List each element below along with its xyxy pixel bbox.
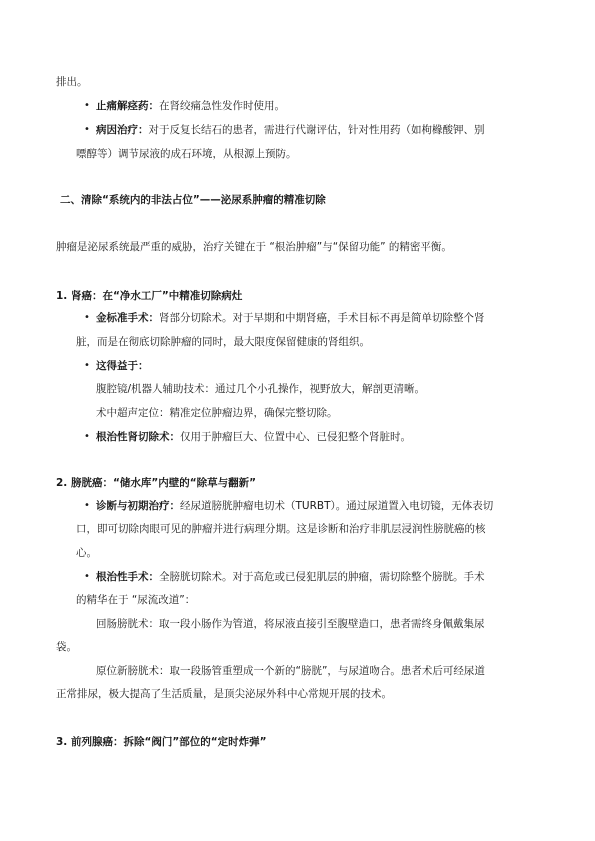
item-label: 止痛解痉药： xyxy=(96,100,159,112)
item-text-cont: 的精华在于 “尿流改道”： xyxy=(76,594,196,606)
item-text-cont: 心。 xyxy=(76,547,97,559)
bullet-dot: • xyxy=(84,571,90,582)
item-text: 仅用于肿瘤巨大、位置中心、已侵犯整个肾脏时。 xyxy=(180,431,411,443)
sub-item-cont: 袋。 xyxy=(56,641,77,653)
sub-item: 腹腔镜/机器人辅助技术：通过几个小孔操作，视野放大，解剖更清晰。 xyxy=(96,383,426,395)
list-item xyxy=(96,430,411,444)
sub-item: 术中超声定位：精准定位肿瘤边界，确保完整切除。 xyxy=(96,407,338,419)
subsection-heading: 1. 肾癌：在“净水工厂”中精准切除病灶 xyxy=(56,290,243,302)
item-text: 肾部分切除术。对于早期和中期肾癌，手术目标不再是简单切除整个肾 xyxy=(159,312,485,324)
item-label: 诊断与初期治疗： xyxy=(96,500,180,512)
item-label: 根治性肾切除术： xyxy=(96,431,180,443)
bullet-dot: • xyxy=(84,124,90,135)
sub-item: 回肠膀胱术：取一段小肠作为管道，将尿液直接引至腹壁造口，患者需终身佩戴集尿 xyxy=(96,618,485,630)
item-text: 全膀胱切除术。对于高危或已侵犯肌层的肿瘤，需切除整个膀胱。手术 xyxy=(159,571,485,583)
sub-item-cont: 正常排尿，极大提高了生活质量，是顶尖泌尿外科中心常规开展的技术。 xyxy=(56,688,392,700)
list-item xyxy=(96,499,493,513)
subsection-heading: 3. 前列腺癌：拆除“阀门”部位的“定时炸弹” xyxy=(56,736,267,748)
sub-item: 原位新膀胱术：取一段肠管重塑成一个新的“膀胱”，与尿道吻合。患者术后可经尿道 xyxy=(96,665,485,677)
list-item xyxy=(96,123,485,137)
item-text-cont: 口，即可切除肉眼可见的肿瘤并进行病理分期。这是诊断和治疗非肌层浸润性膀胱癌的核 xyxy=(76,523,486,535)
bullet-dot: • xyxy=(84,360,90,371)
bullet-dot: • xyxy=(84,431,90,442)
list-item xyxy=(96,570,485,584)
item-text: 在肾绞痛急性发作时使用。 xyxy=(159,100,285,112)
item-text: 经尿道膀胱肿瘤电切术（TURBT）。通过尿道置入电切镜，无体表切 xyxy=(180,500,494,512)
item-label: 根治性手术： xyxy=(96,571,159,583)
continuation-text: 排出。 xyxy=(56,76,88,88)
item-label: 金标准手术： xyxy=(96,312,159,324)
list-item xyxy=(96,359,149,373)
item-text-cont: 脏，而是在彻底切除肿瘤的同时，最大限度保留健康的肾组织。 xyxy=(76,336,370,348)
item-text-cont: 嘌醇等）调节尿液的成石环境，从根源上预防。 xyxy=(76,148,297,160)
section-heading: 二、清除“系统内的非法占位”——泌尿系肿瘤的精准切除 xyxy=(60,194,326,206)
subsection-heading: 2. 膀胱癌：“储水库”内壁的“除草与翻新” xyxy=(56,477,257,489)
item-label: 这得益于： xyxy=(96,360,149,372)
section-intro: 肿瘤是泌尿系统最严重的威胁，治疗关键在于 “根治肿瘤”与“保留功能” 的精密平衡。 xyxy=(56,241,452,253)
list-item xyxy=(96,99,285,113)
item-label: 病因治疗： xyxy=(96,124,149,136)
item-text: 对于反复长结石的患者，需进行代谢评估，针对性用药（如枸橼酸钾、别 xyxy=(148,124,485,136)
bullet-dot: • xyxy=(84,500,90,511)
bullet-dot: • xyxy=(84,312,90,323)
list-item xyxy=(96,311,485,325)
bullet-dot: • xyxy=(84,100,90,111)
